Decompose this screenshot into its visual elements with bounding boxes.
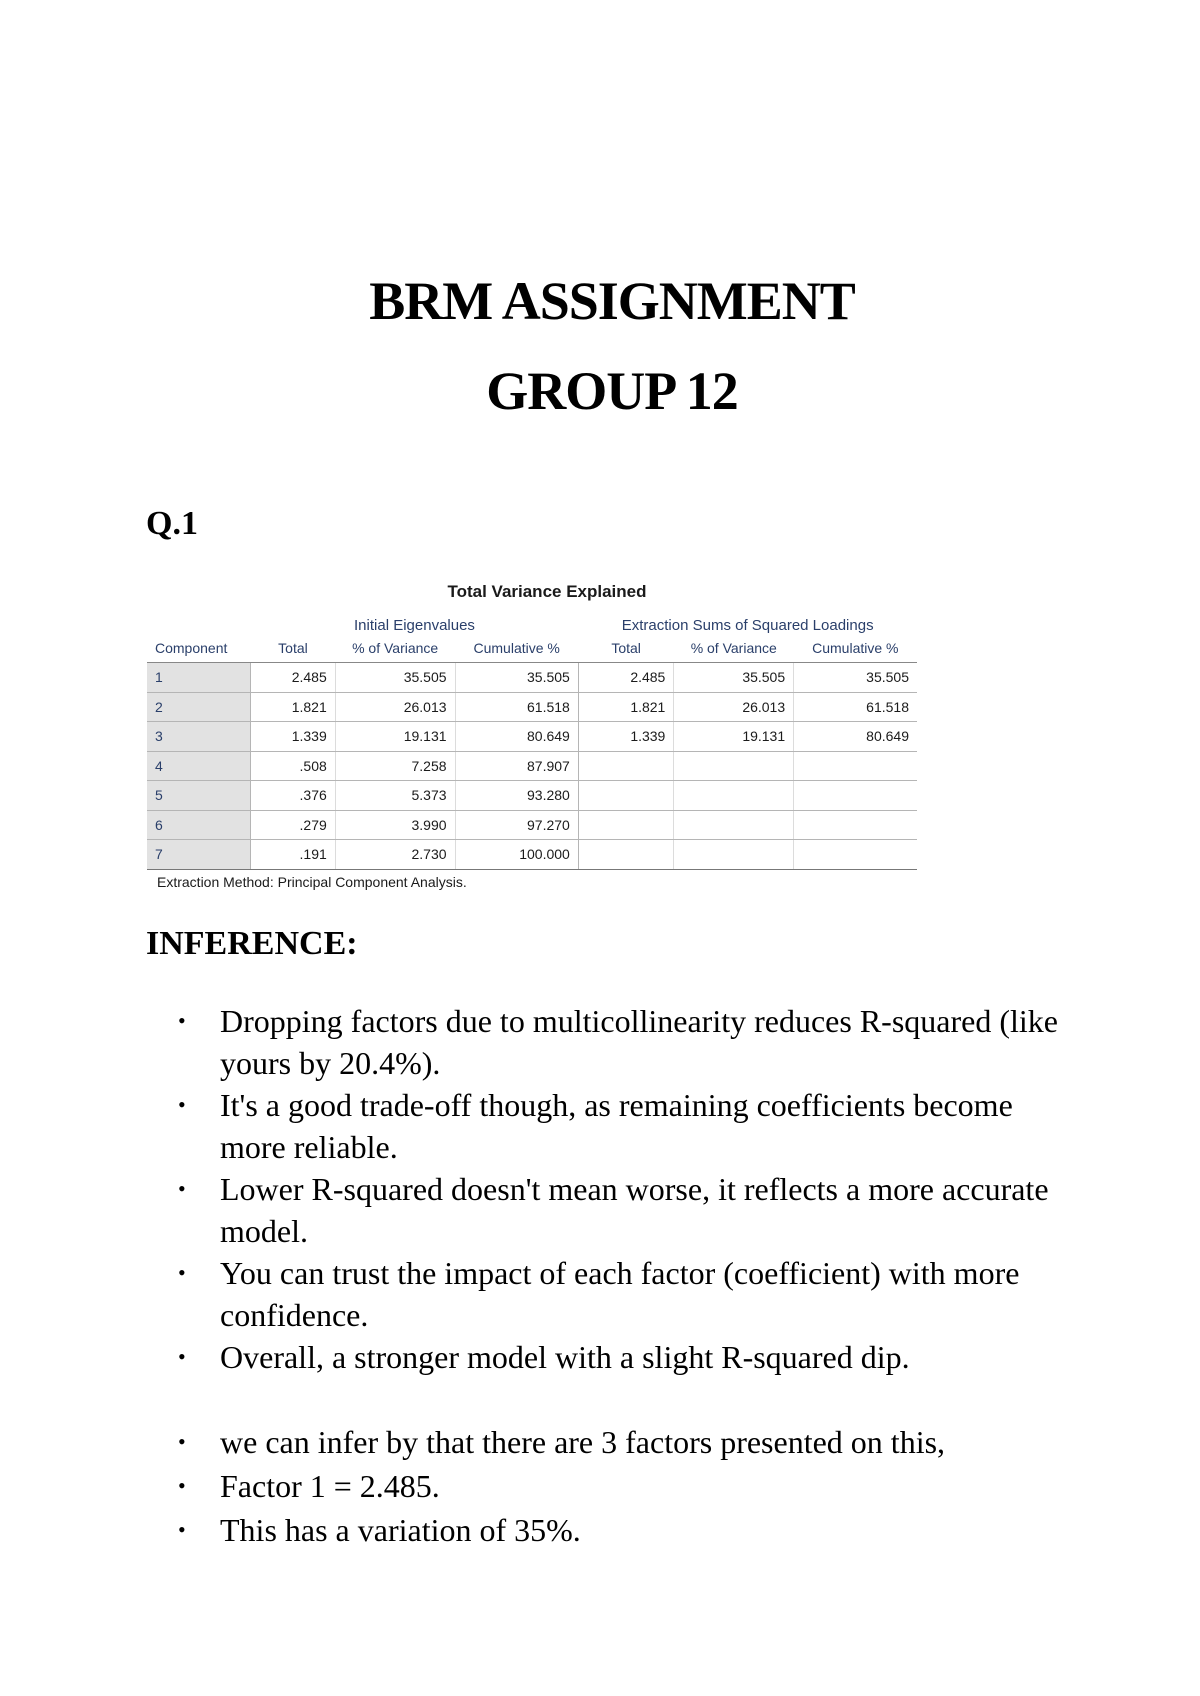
table-cell bbox=[578, 840, 674, 870]
table-title: Total Variance Explained bbox=[447, 582, 647, 601]
inference-heading: INFERENCE: bbox=[146, 925, 358, 962]
bullet-icon: • bbox=[178, 1260, 186, 1285]
component-number-cell: 7 bbox=[147, 840, 251, 870]
table-cell: 61.518 bbox=[455, 692, 578, 722]
list-item-text: You can trust the impact of each factor (coefficient) with more confidence. bbox=[220, 1255, 1020, 1333]
document-title-line-2: GROUP 12 bbox=[486, 361, 738, 421]
list-item-text: Overall, a stronger model with a slight R-squared dip. bbox=[220, 1339, 910, 1375]
table-cell bbox=[794, 810, 917, 840]
table-row bbox=[147, 781, 917, 811]
table-cell bbox=[578, 781, 674, 811]
table-cell: 2.485 bbox=[251, 663, 336, 693]
factor-bullet-list bbox=[178, 1420, 1078, 1552]
list-item bbox=[178, 1464, 1078, 1508]
table-cell: 93.280 bbox=[455, 781, 578, 811]
document-title-line-1: BRM ASSIGNMENT bbox=[369, 271, 855, 331]
table-cell: 100.000 bbox=[455, 840, 578, 870]
list-item bbox=[178, 1336, 1078, 1378]
table-row bbox=[147, 751, 917, 781]
component-number-cell: 4 bbox=[147, 751, 251, 781]
table-cell: 1.339 bbox=[578, 722, 674, 752]
total-variance-table-figure bbox=[147, 582, 917, 890]
list-item-text: we can infer by that there are 3 factors presented on this, bbox=[220, 1424, 946, 1460]
component-number-cell: 2 bbox=[147, 692, 251, 722]
total-variance-table bbox=[147, 608, 917, 870]
bullet-icon: • bbox=[178, 1473, 186, 1498]
table-cell: 1.339 bbox=[251, 722, 336, 752]
bullet-icon: • bbox=[178, 1008, 186, 1033]
column-header: Total bbox=[578, 634, 674, 663]
component-number-cell: 1 bbox=[147, 663, 251, 693]
table-cell: 2.485 bbox=[578, 663, 674, 693]
list-item bbox=[178, 1508, 1078, 1552]
bullet-icon: • bbox=[178, 1176, 186, 1201]
table-row bbox=[147, 692, 917, 722]
table-cell: 19.131 bbox=[335, 722, 455, 752]
column-header: Cumulative % bbox=[794, 634, 917, 663]
table-cell: 61.518 bbox=[794, 692, 917, 722]
component-number-cell: 6 bbox=[147, 810, 251, 840]
bullet-icon: • bbox=[178, 1429, 186, 1454]
list-item-text: Lower R-squared doesn't mean worse, it reflects a more accurate model. bbox=[220, 1171, 1049, 1249]
list-item-text: Dropping factors due to multicollinearity reduces R-squared (like yours by 20.4%). bbox=[220, 1003, 1058, 1081]
table-cell bbox=[794, 840, 917, 870]
table-cell bbox=[578, 751, 674, 781]
table-row bbox=[147, 663, 917, 693]
table-cell: 1.821 bbox=[251, 692, 336, 722]
table-cell bbox=[674, 810, 794, 840]
list-item bbox=[178, 1168, 1078, 1252]
table-cell bbox=[674, 751, 794, 781]
table-cell: 35.505 bbox=[335, 663, 455, 693]
table-cell: .279 bbox=[251, 810, 336, 840]
column-header: % of Variance bbox=[674, 634, 794, 663]
table-footnote: Extraction Method: Principal Component Analysis. bbox=[157, 873, 467, 890]
table-row bbox=[147, 810, 917, 840]
table-cell: 26.013 bbox=[335, 692, 455, 722]
bullet-icon: • bbox=[178, 1092, 186, 1117]
table-cell bbox=[794, 751, 917, 781]
column-header: Total bbox=[251, 634, 336, 663]
list-item bbox=[178, 1084, 1078, 1168]
table-cell: .508 bbox=[251, 751, 336, 781]
table-cell bbox=[794, 781, 917, 811]
list-item bbox=[178, 1252, 1078, 1336]
inference-bullet-list bbox=[178, 1000, 1078, 1378]
table-cell: 5.373 bbox=[335, 781, 455, 811]
column-header: % of Variance bbox=[335, 634, 455, 663]
table-cell: 3.990 bbox=[335, 810, 455, 840]
table-cell: 87.907 bbox=[455, 751, 578, 781]
column-header: Cumulative % bbox=[455, 634, 578, 663]
component-number-cell: 3 bbox=[147, 722, 251, 752]
empty-header-cell bbox=[147, 608, 251, 634]
table-cell bbox=[674, 781, 794, 811]
question-label: Q.1 bbox=[146, 505, 198, 542]
list-item-text: It's a good trade-off though, as remaining coefficients become more reliable. bbox=[220, 1087, 1013, 1165]
group-header-initial-eigenvalues: Initial Eigenvalues bbox=[354, 617, 475, 634]
column-header-component: Component bbox=[147, 634, 251, 663]
list-item-text: This has a variation of 35%. bbox=[220, 1512, 581, 1548]
table-cell: .191 bbox=[251, 840, 336, 870]
bullet-icon: • bbox=[178, 1344, 186, 1369]
group-header-extraction-sums: Extraction Sums of Squared Loadings bbox=[621, 617, 874, 634]
table-cell: 80.649 bbox=[794, 722, 917, 752]
table-cell: 35.505 bbox=[794, 663, 917, 693]
table-cell bbox=[674, 840, 794, 870]
component-number-cell: 5 bbox=[147, 781, 251, 811]
table-cell: .376 bbox=[251, 781, 336, 811]
bullet-icon: • bbox=[178, 1517, 186, 1542]
table-cell: 35.505 bbox=[455, 663, 578, 693]
table-cell: 26.013 bbox=[674, 692, 794, 722]
table-cell: 80.649 bbox=[455, 722, 578, 752]
table-cell bbox=[578, 810, 674, 840]
list-item-text: Factor 1 = 2.485. bbox=[220, 1468, 440, 1504]
table-row bbox=[147, 840, 917, 870]
table-cell: 2.730 bbox=[335, 840, 455, 870]
table-cell: 19.131 bbox=[674, 722, 794, 752]
table-cell: 7.258 bbox=[335, 751, 455, 781]
table-cell: 97.270 bbox=[455, 810, 578, 840]
list-item bbox=[178, 1420, 1078, 1464]
table-row bbox=[147, 722, 917, 752]
list-item bbox=[178, 1000, 1078, 1084]
table-cell: 35.505 bbox=[674, 663, 794, 693]
table-cell: 1.821 bbox=[578, 692, 674, 722]
